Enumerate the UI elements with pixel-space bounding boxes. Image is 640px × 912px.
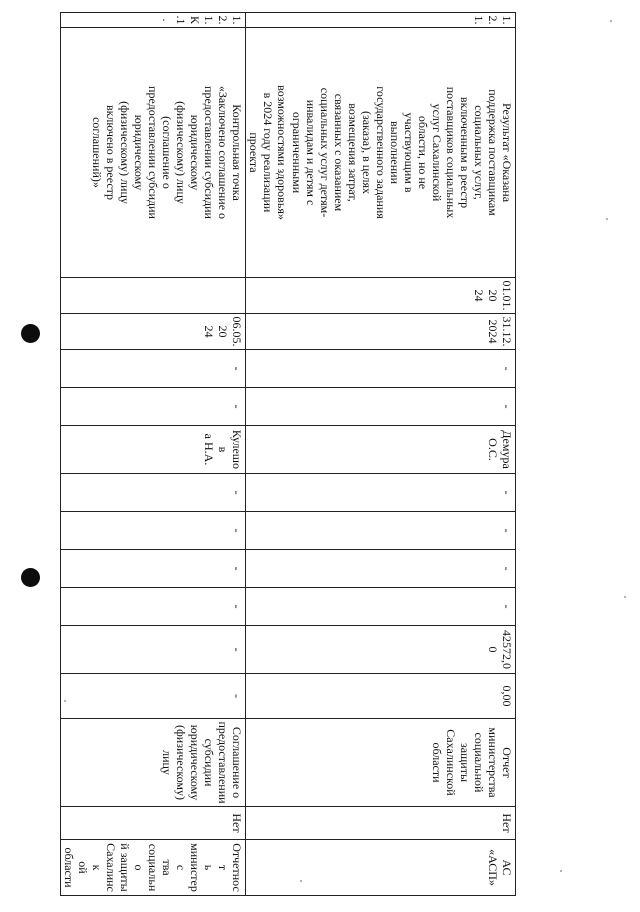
result-name-cell: Результат «Оказана поддержка поставщикам социальных услуг, включенным в реестр поставщиков социальных услуг Сахалинской области, но не участвующим в выполнении государственного задания (заказа), в целях возмещения затрат, связанных с оказанием социальных услуг детям- инвалидам и детям с ограниченными возможностями здоровья» в 2024 году реализации проекта [246,28,516,278]
responsible-cell: Демура О.С. [246,426,516,474]
end-date-cell: 31.12. 2024 [246,314,516,350]
dash-cell: - [60,550,245,588]
dash-cell: - [60,474,245,512]
amount-cell: - [60,674,245,719]
result-name-cell: Контрольная точка «Заключено соглашение о предоставлении субсидии юридическому (физическому) лицу (соглашение о предоставлении субсидии юридическому (физическому) лицу включено в реестр соглашений)» [60,28,245,278]
dash-cell: - [246,388,516,426]
dash-cell: - [246,550,516,588]
system-cell: АС «АСП» [246,840,516,896]
document-table-area [61,12,516,892]
dash-cell: - [60,388,245,426]
system-cell: Отчетност ь министерс тва социально й защиты Сахалинск ой области [60,840,245,896]
amount-cell: 42572,0 0 [246,626,516,674]
flag-cell: Нет [60,807,245,840]
responsible-cell: Кулешов а Н.А. [60,426,245,474]
plan-table [60,12,516,896]
dash-cell: - [60,350,245,388]
dash-cell: - [60,512,245,550]
scan-speck [610,20,612,22]
dash-cell: - [60,588,245,626]
amount-cell: - [60,626,245,674]
start-date-cell [60,278,245,314]
scan-speck [624,596,626,598]
table-row [246,13,516,896]
flag-cell: Нет [246,807,516,840]
scan-speck [560,870,562,872]
document-cell: Соглашение о предоставлении субсидии юридическому (физическому) лицу [60,719,245,807]
row-number-cell: 1.2. 1. [246,13,516,28]
dash-cell: - [246,588,516,626]
punch-hole-top [21,324,40,343]
dash-cell: - [246,512,516,550]
table-row [60,13,245,896]
scan-speck [606,218,608,220]
end-date-cell: 06.05.20 24 [60,314,245,350]
punch-hole-bottom [21,568,40,587]
dash-cell: - [246,350,516,388]
dash-cell: - [246,474,516,512]
document-cell: Отчет министерства социальной защиты Сахалинской области [246,719,516,807]
amount-cell: 0,00 [246,674,516,719]
row-number-cell: 1.2. 1. К.1. [60,13,245,28]
start-date-cell: 01.01.20 24 [246,278,516,314]
